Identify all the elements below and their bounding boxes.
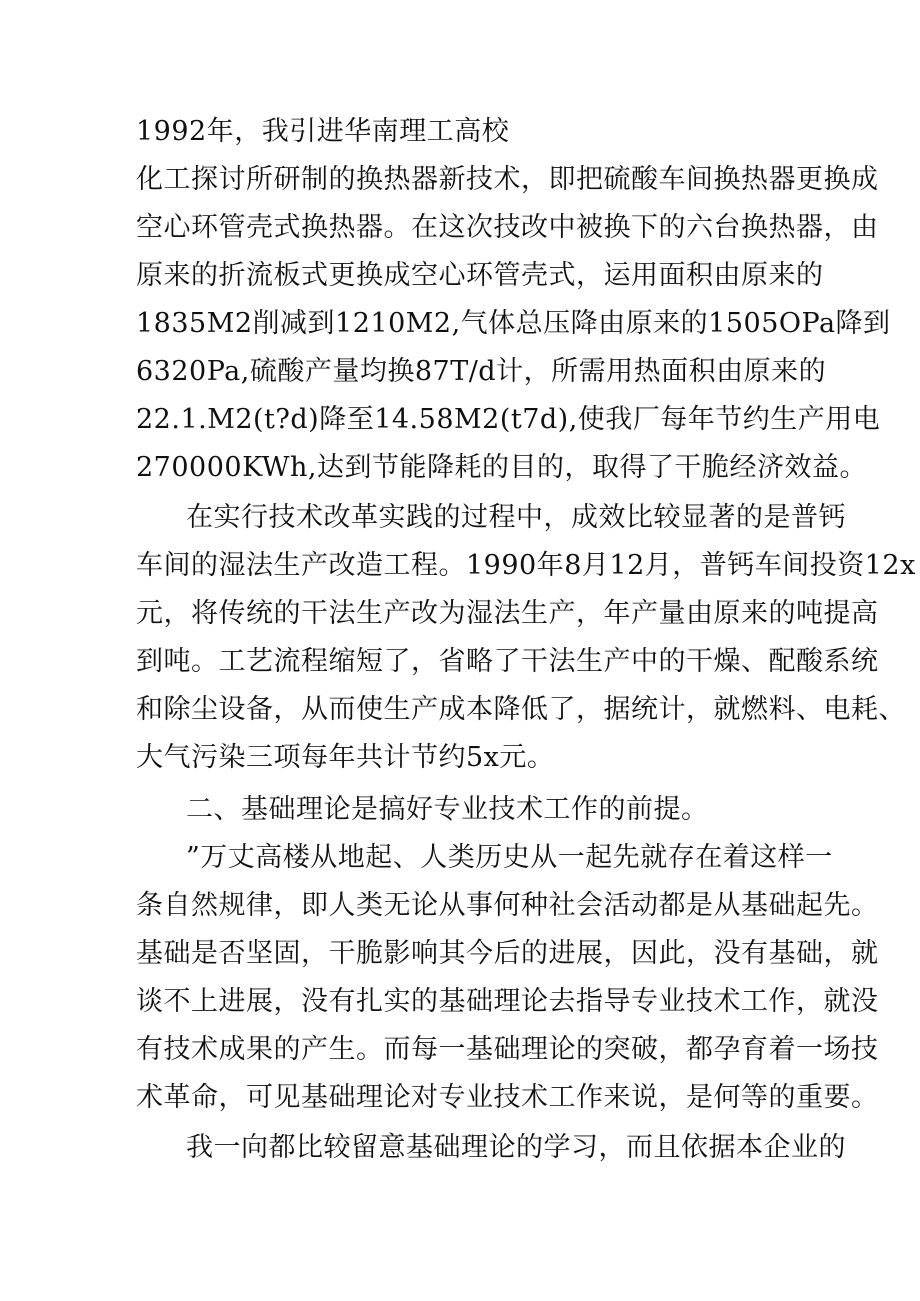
text-line-11: 元，将传统的干法生产改为湿法生产，年产量由原来的吨提高 <box>136 598 879 629</box>
text-line-5: 1835M2削减到1210M2,气体总压降由原来的1505OPa降到 <box>136 308 891 339</box>
text-line-6: 6320Pa,硫酸产量均换87T/d计，所需用热面积由原来的 <box>136 356 827 387</box>
paragraph-start-line: 在实行技术改革实践的过程中，成效比较显著的是普钙 <box>186 502 846 533</box>
paragraph-start-line: ”万丈高楼从地起、人类历史从一起先就存在着这样一 <box>186 842 833 873</box>
text-line-1: 1992年，我引进华南理工高校 <box>136 116 510 147</box>
text-line-2: 化工探讨所研制的换热器新技术，即把硫酸车间换热器更换成 <box>136 164 879 195</box>
text-line-12: 到吨。工艺流程缩短了，省略了干法生产中的干燥、配酸系统 <box>136 646 879 677</box>
text-line-8: 270000KWh,达到节能降耗的目的，取得了干脆经济效益。 <box>136 452 868 483</box>
text-line-3: 空心环管壳式换热器。在这次技改中被换下的六台换热器，由 <box>136 212 879 243</box>
text-line-14: 大气污染三项每年共计节约5x元。 <box>136 742 555 773</box>
text-line-4: 原来的折流板式更换成空心环管壳式，运用面积由原来的 <box>136 260 824 291</box>
text-line-13: 和除尘设备，从而使生产成本降低了，据统计，就燃料、电耗、 <box>136 694 906 725</box>
section-heading: 二、基础理论是搞好专业技术工作的前提。 <box>186 794 709 825</box>
text-line-20: 有技术成果的产生。而每一基础理论的突破，都孕育着一场技 <box>136 1034 879 1065</box>
paragraph-start-line: 我一向都比较留意基础理论的学习，而且依据本企业的 <box>186 1132 846 1163</box>
text-line-19: 谈不上进展，没有扎实的基础理论去指导专业技术工作，就没 <box>136 986 879 1017</box>
text-line-7: 22.1.M2(t?d)降至14.58M2(t7d),使我厂每年节约生产用电 <box>136 404 881 435</box>
text-line-17: 条自然规律，即人类无论从事何种社会活动都是从基础起先。 <box>136 890 879 921</box>
text-line-10: 车间的湿法生产改造工程。1990年8月12月，普钙车间投资12x <box>136 550 916 581</box>
text-line-21: 术革命，可见基础理论对专业技术工作来说，是何等的重要。 <box>136 1082 879 1113</box>
text-line-18: 基础是否坚固，干脆影响其今后的进展，因此，没有基础，就 <box>136 938 879 969</box>
